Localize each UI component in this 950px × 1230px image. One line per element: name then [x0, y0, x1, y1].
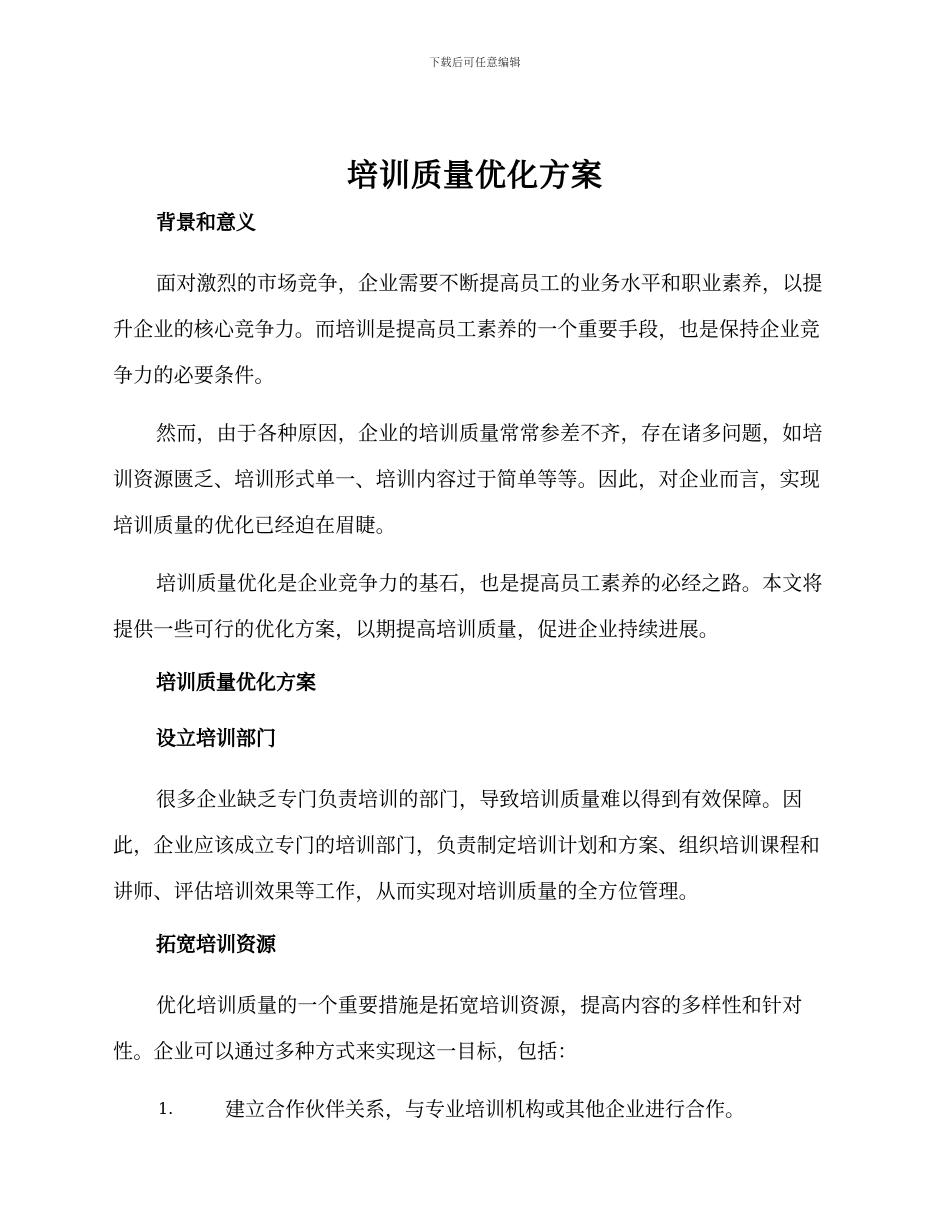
section-heading-plan: 培训质量优化方案 — [156, 670, 316, 694]
paragraph-resources: 优化培训质量的一个重要措施是拓宽培训资源，提高内容的多样性和针对性。企业可以通过多种方式来实现这一目标，包括： — [113, 993, 803, 1063]
list-item-text: 建立合作伙伴关系，与专业培训机构或其他企业进行合作。 — [225, 1097, 745, 1121]
document-title: 培训质量优化方案 — [347, 158, 603, 194]
section-heading-background: 背景和意义 — [156, 210, 256, 234]
subsection-heading-department: 设立培训部门 — [156, 726, 276, 750]
subsection-heading-resources: 拓宽培训资源 — [156, 932, 276, 956]
paragraph-background-2: 然而，由于各种原因，企业的培训质量常常参差不齐，存在诸多问题，如培训资源匮乏、培训形式单一、培训内容过于简单等等。因此，对企业而言，实现培训质量的优化已经迫在眉睫。 — [113, 421, 823, 537]
list-item-number: 1. — [158, 1099, 174, 1118]
paragraph-background-3: 培训质量优化是企业竞争力的基石，也是提高员工素养的必经之路。本文将提供一些可行的优化方案，以期提高培训质量，促进企业持续进展。 — [113, 571, 823, 641]
paragraph-department: 很多企业缺乏专门负责培训的部门，导致培训质量难以得到有效保障。因此，企业应该成立专门的培训部门，负责制定培训计划和方案、组织培训课程和讲师、评估培训效果等工作，从而实现对培训质量的全方位管理。 — [113, 787, 820, 903]
paragraph-background-1: 面对激烈的市场竞争，企业需要不断提高员工的业务水平和职业素养，以提升企业的核心竞争力。而培训是提高员工素养的一个重要手段，也是保持企业竞争力的必要条件。 — [113, 271, 823, 387]
header-note: 下载后可任意编辑 — [429, 56, 521, 69]
document-body — [113, 204, 833, 1132]
list-item — [113, 1086, 833, 1132]
